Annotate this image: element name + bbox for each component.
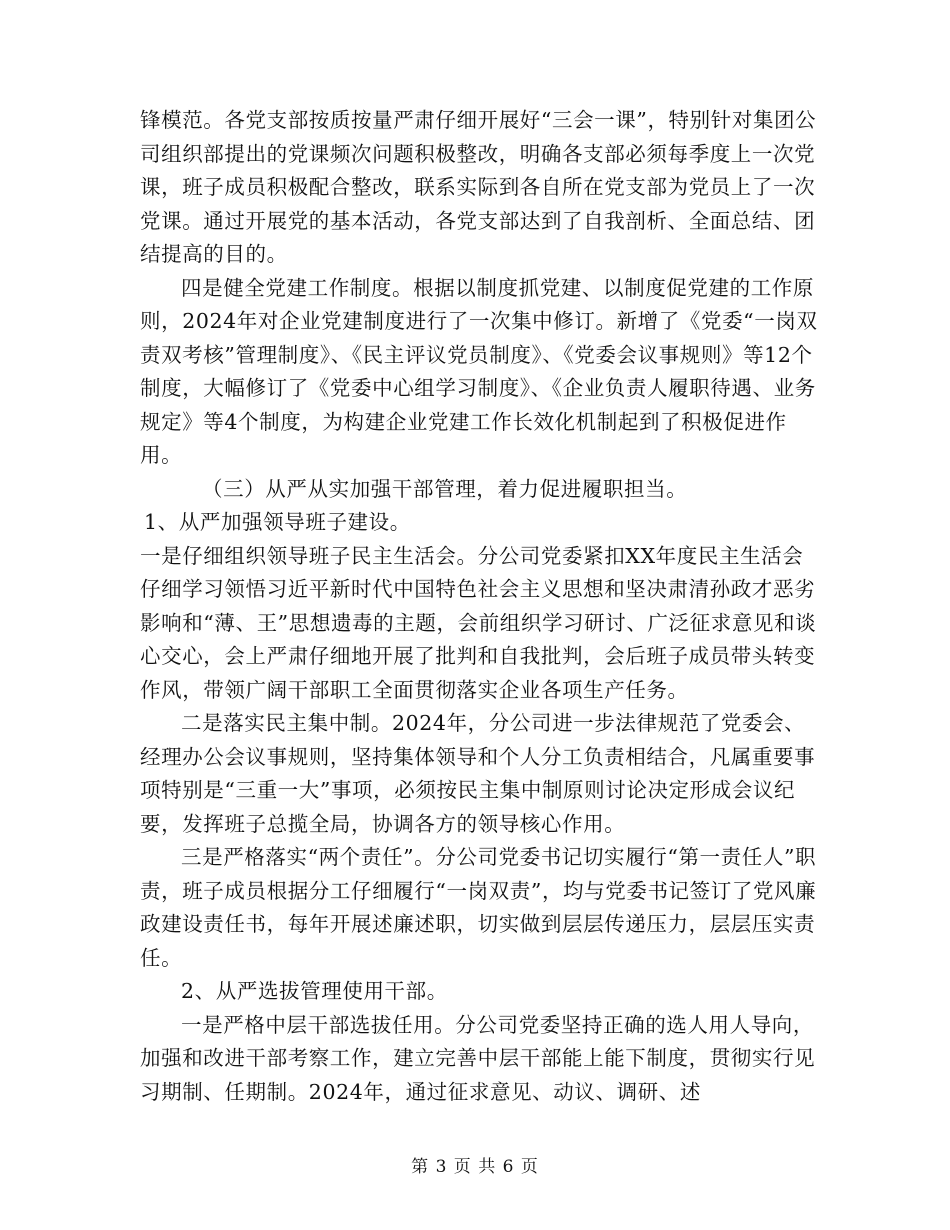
page-footer: 第 3 页 共 6 页 [411,1157,539,1177]
document-body [140,104,820,1109]
section-heading: （三）从严从实加强干部管理，着力促进履职担当。 [202,476,688,501]
paragraph-4: 二是落实民主集中制。2024年，分公司进一步法律规范了党委会、经理办公会议事规则，坚持集体领导和个人分工负责相结合，凡属重要事项特别是“三重一大”事项，必须按民主集中制原则讨论决定形成会议纪要，发挥班子总揽全局，协调各方的领导核心作用。 [140,711,816,836]
paragraph-3: 一是仔细组织领导班子民主生活会。分公司党委紧扣XX年度民主生活会仔细学习领悟习近平新时代中国特色社会主义思想和坚决肃清孙政才恶劣影响和“薄、王”思想遗毒的主题，会前组织学习研讨、广泛征求意见和谈心交心，会上严肃仔细地开展了批判和自我批判，会后班子成员带头转变作风，带领广阔干部职工全面贯彻落实企业各项生产任务。 [140,543,817,702]
paragraph-2: 四是健全党建工作制度。根据以制度抓党建、以制度促党建的工作原则，2024年对企业党建制度进行了一次集中修订。新增了《党委“一岗双责双考核”管理制度》、《民主评议党员制度》、《党委会议事规则》等12个制度，大幅修订了《党委中心组学习制度》、《企业负责人履职待遇、业务规定》等4个制度，为构建企业党建工作长效化机制起到了积极促进作用。 [140,275,818,467]
subsection-heading-2: 2、从严选拔管理使用干部。 [181,979,448,1003]
paragraph-1: 锋模范。各党支部按质按量严肃仔细开展好“三会一课”，特别针对集团公司组织部提出的党课频次问题积极整改，明确各支部必须每季度上一次党课，班子成员积极配合整改，联系实际到各自所在党支部为党员上了一次党课。通过开展党的基本活动，各党支部达到了自我剖析、全面总结、团结提高的目的。 [140,108,817,266]
paragraph-5: 三是严格落实“两个责任”。分公司党委书记切实履行“第一责任人”职责，班子成员根据分工仔细履行“一岗双责”，均与党委书记签订了党风廉政建设责任书，每年开展述廉述职，切实做到层层传递压力，层层压实责任。 [140,845,817,970]
paragraph-6: 一是严格中层干部选拔任用。分公司党委坚持正确的选人用人导向，加强和改进干部考察工作，建立完善中层干部能上能下制度，贯彻实行见习期制、任期制。2024年，通过征求意见、动议、调研、述 [140,1012,816,1104]
subsection-heading-1: 1、从严加强领导班子建设。 [144,510,411,534]
